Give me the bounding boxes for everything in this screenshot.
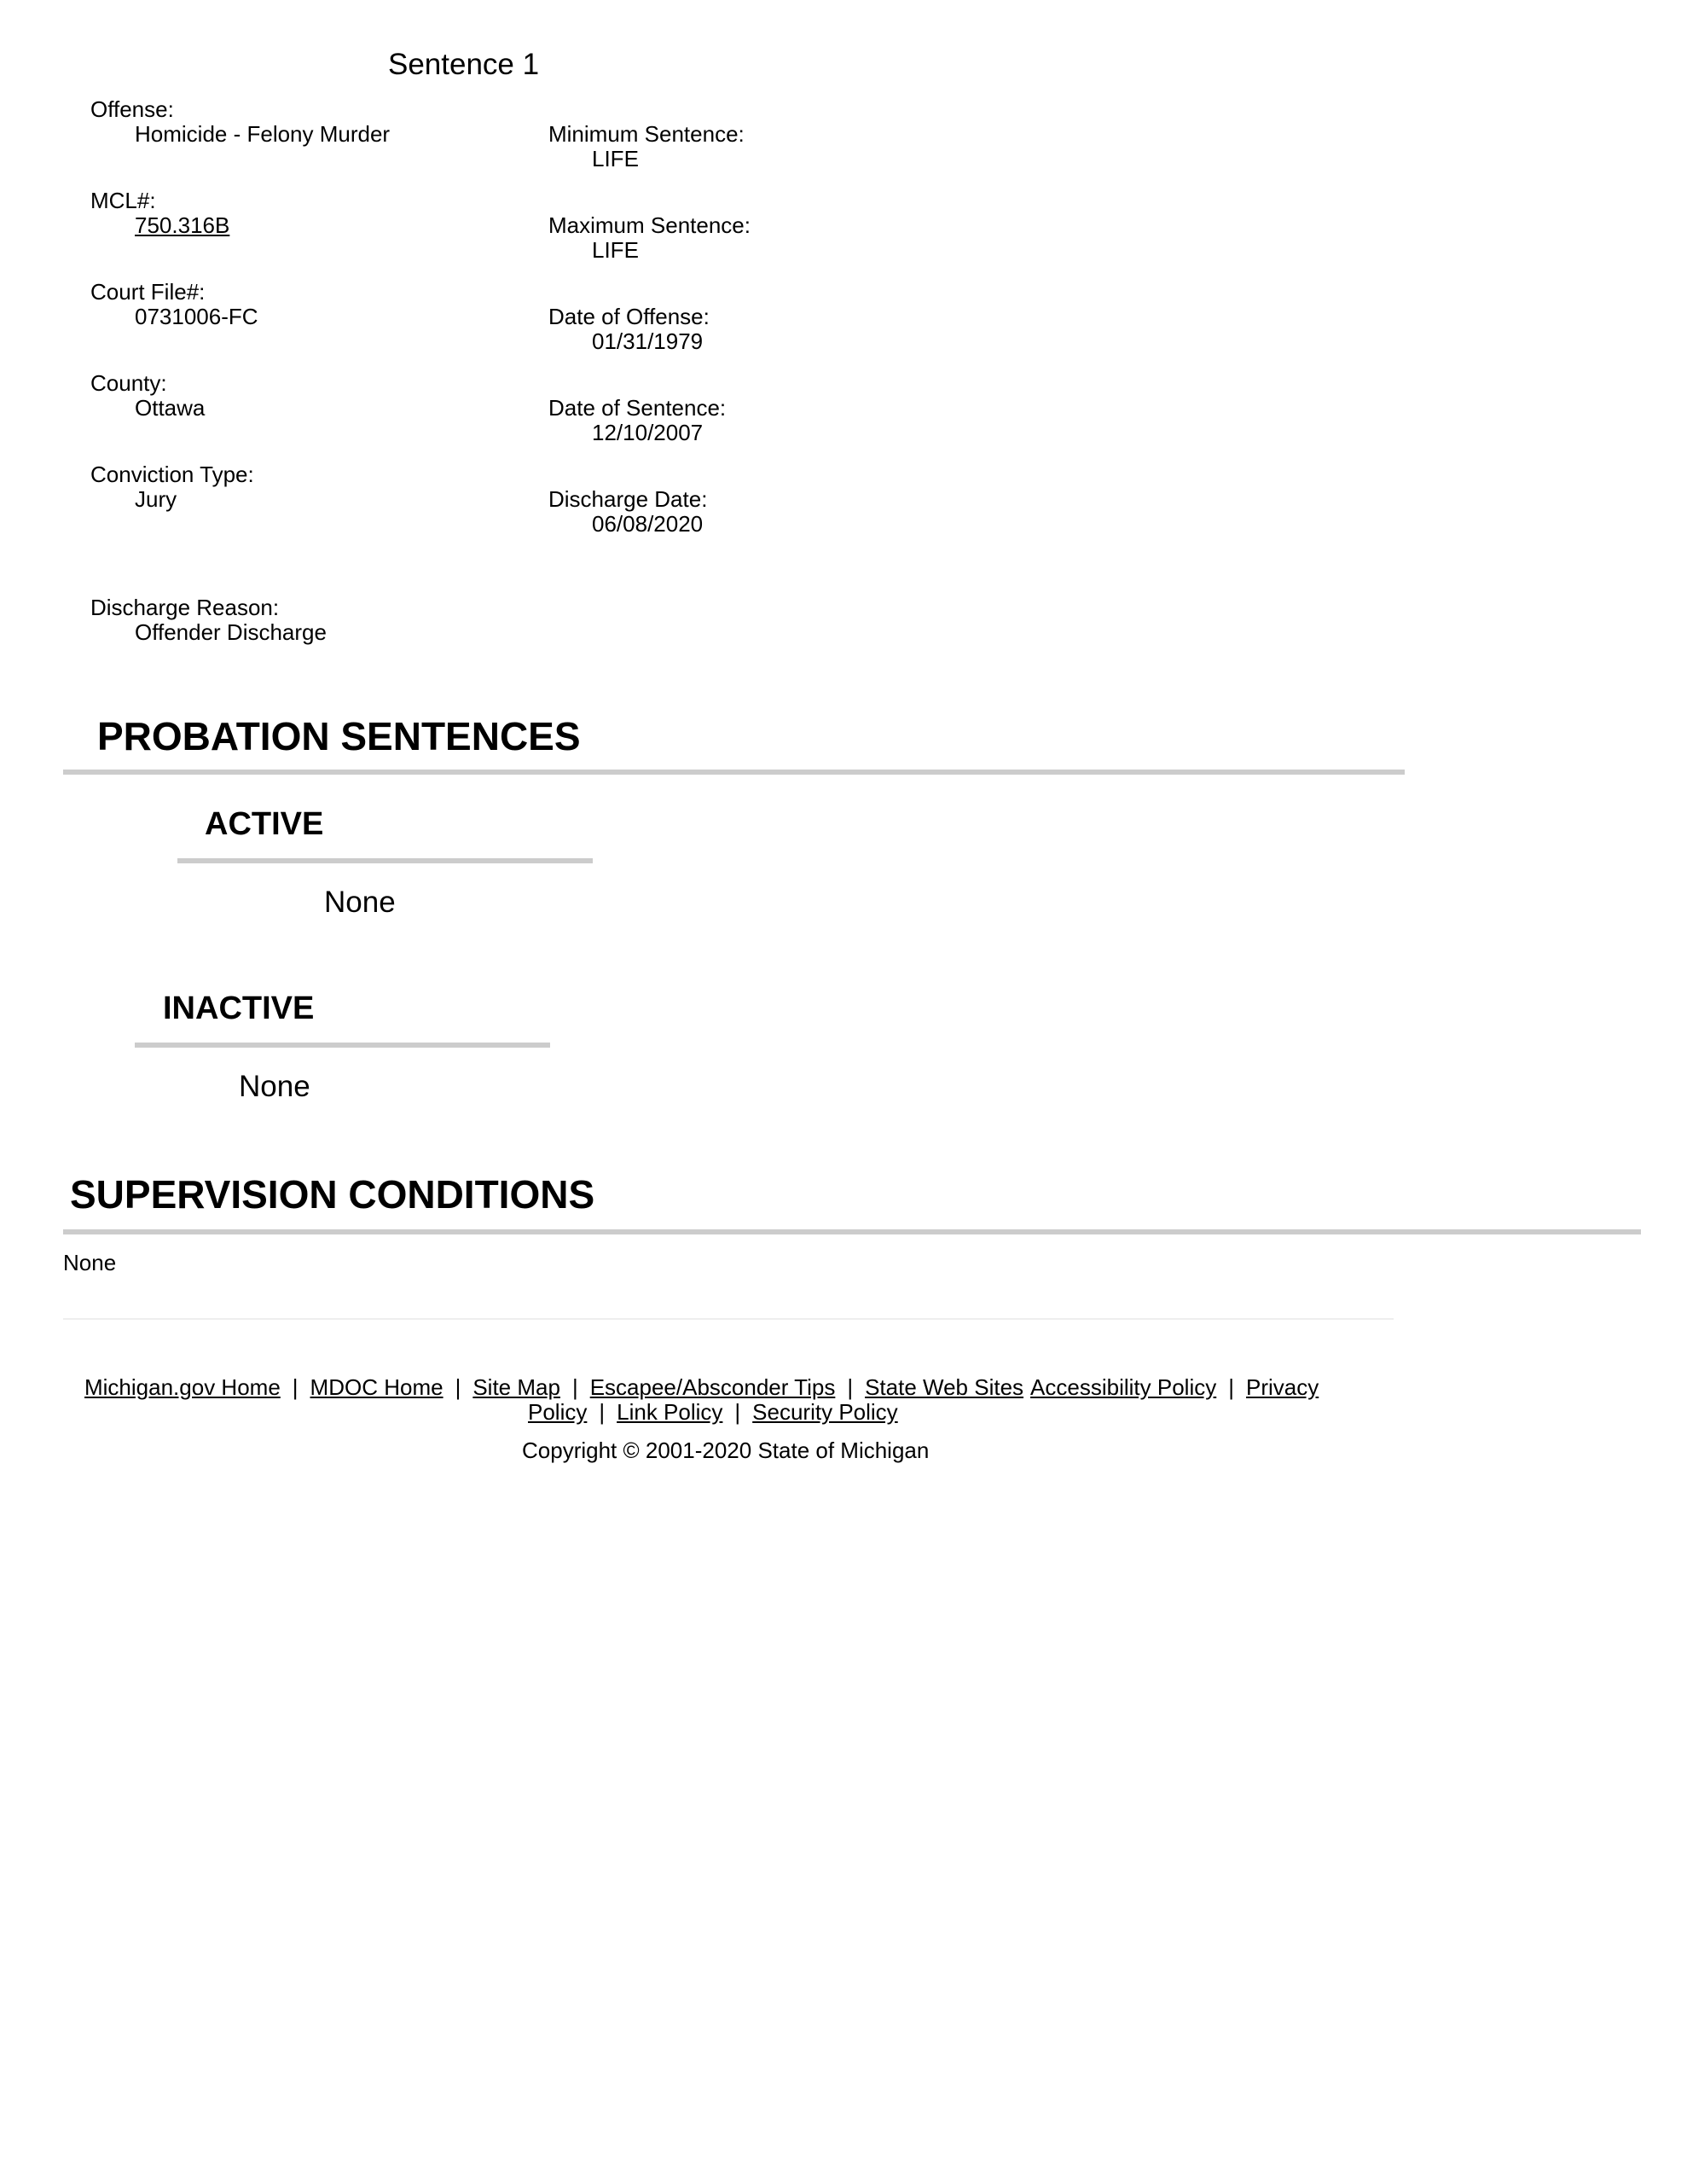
sentence-title: Sentence 1 — [388, 48, 540, 81]
footer-separator: | — [847, 1374, 854, 1400]
supervision-none-text: None — [63, 1250, 117, 1275]
minimum-sentence-value: LIFE — [592, 146, 639, 171]
security-policy-link[interactable]: Security Policy — [752, 1399, 898, 1425]
inactive-divider — [135, 1043, 550, 1048]
privacy-policy-link-part2[interactable]: Policy — [528, 1399, 588, 1425]
date-of-offense-label: Date of Offense: — [548, 304, 710, 329]
court-file-value: 0731006-FC — [135, 304, 258, 329]
probation-sentences-heading: PROBATION SENTENCES — [97, 714, 581, 758]
probation-divider — [63, 770, 1405, 775]
conviction-type-label: Conviction Type: — [90, 462, 254, 487]
footer-links-line-1 — [84, 1374, 1319, 1400]
county-label: County: — [90, 370, 167, 396]
conviction-type-value: Jury — [135, 486, 177, 512]
footer-separator: | — [599, 1399, 606, 1425]
mcl-label: MCL#: — [90, 188, 156, 213]
footer-links-line-2 — [528, 1399, 898, 1425]
site-map-link[interactable]: Site Map — [472, 1374, 560, 1400]
supervision-conditions-heading: SUPERVISION CONDITIONS — [70, 1172, 595, 1217]
inactive-none-text: None — [239, 1070, 310, 1103]
county-value: Ottawa — [135, 395, 206, 421]
date-of-sentence-value: 12/10/2007 — [592, 420, 704, 445]
maximum-sentence-value: LIFE — [592, 237, 639, 263]
footer-separator: | — [571, 1374, 578, 1400]
footer-separator: | — [455, 1374, 461, 1400]
mdoc-home-link[interactable]: MDOC Home — [310, 1374, 443, 1400]
date-of-sentence-label: Date of Sentence: — [548, 395, 727, 421]
supervision-divider — [63, 1229, 1641, 1234]
state-web-sites-link[interactable]: State Web Sites — [865, 1374, 1024, 1400]
discharge-reason-value: Offender Discharge — [135, 619, 327, 645]
offense-label: Offense: — [90, 96, 174, 122]
footer-separator: | — [734, 1399, 741, 1425]
footer-divider — [63, 1318, 1394, 1320]
active-none-text: None — [324, 886, 396, 919]
active-divider — [177, 858, 593, 863]
court-file-label: Court File#: — [90, 279, 206, 305]
escapee-absconder-tips-link[interactable]: Escapee/Absconder Tips — [589, 1374, 836, 1400]
discharge-date-value: 06/08/2020 — [592, 511, 704, 537]
inactive-heading: INACTIVE — [163, 990, 315, 1026]
link-policy-link[interactable]: Link Policy — [617, 1399, 723, 1425]
maximum-sentence-label: Maximum Sentence: — [548, 212, 751, 238]
privacy-policy-link-part1[interactable]: Privacy — [1245, 1374, 1319, 1400]
michigan-gov-home-link[interactable]: Michigan.gov Home — [84, 1374, 281, 1400]
active-heading: ACTIVE — [205, 806, 324, 842]
date-of-offense-value: 01/31/1979 — [592, 328, 704, 354]
accessibility-policy-link[interactable]: Accessibility Policy — [1030, 1374, 1217, 1400]
copyright-text: Copyright © 2001-2020 State of Michigan — [522, 1438, 930, 1463]
discharge-date-label: Discharge Date: — [548, 486, 708, 512]
discharge-reason-label: Discharge Reason: — [90, 595, 280, 620]
footer-separator: | — [1228, 1374, 1234, 1400]
footer-separator: | — [292, 1374, 299, 1400]
minimum-sentence-label: Minimum Sentence: — [548, 121, 745, 147]
offense-value: Homicide - Felony Murder — [135, 121, 391, 147]
mcl-link[interactable]: 750.316B — [135, 212, 230, 238]
